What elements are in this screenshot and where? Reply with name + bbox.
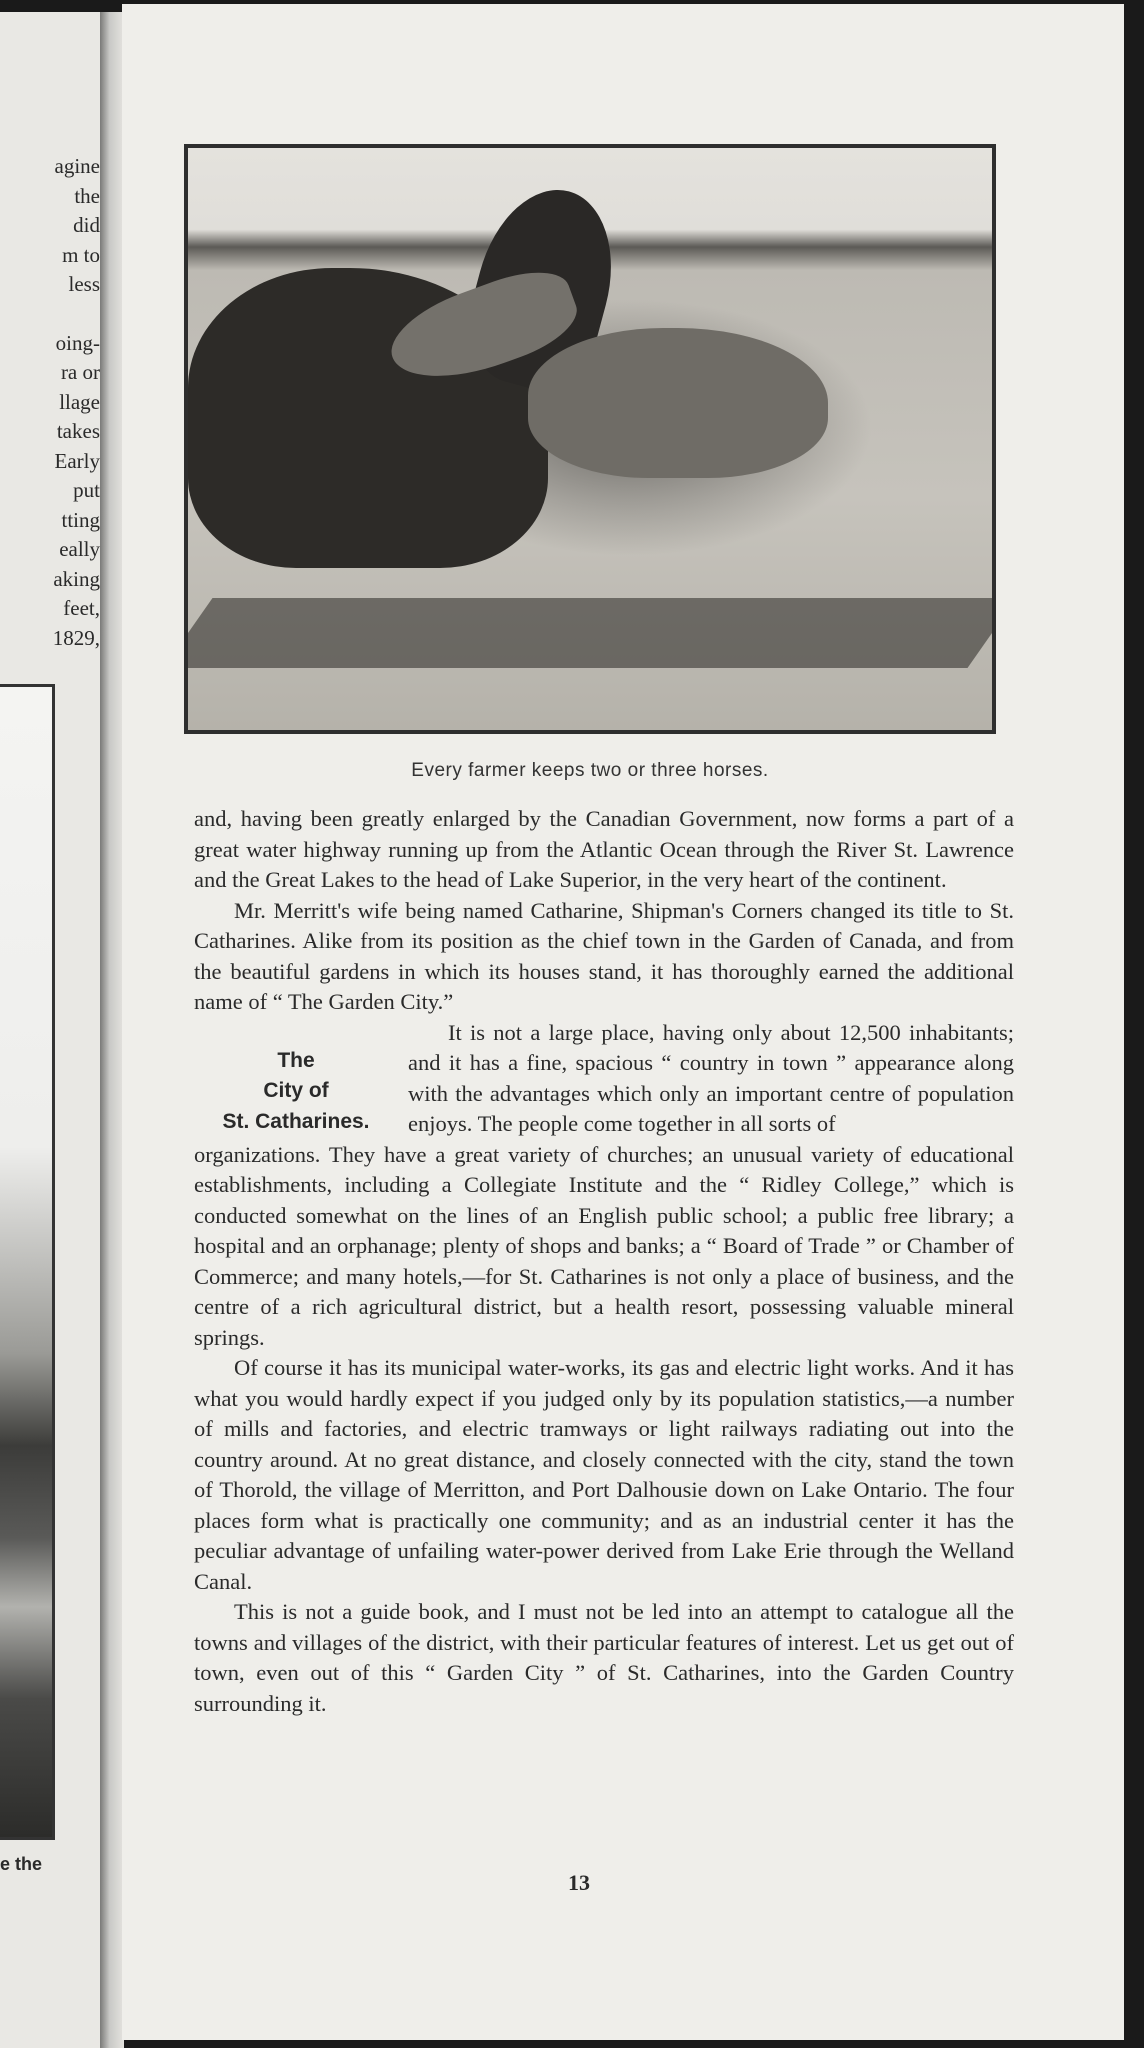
text-fragment: less — [68, 272, 100, 296]
previous-page-photo — [0, 684, 55, 1840]
figure — [184, 144, 996, 782]
paragraph: This is not a guide book, and I must not be led into an attempt to catalogue all the towns and villages of the district, with their particular features of interest. Let us get out of town, even out of this “ Garden City ” of St. Catharines, into the Garden Country surrounding it. — [194, 1599, 1014, 1716]
text-fragment: did — [73, 213, 100, 237]
paragraph: organizations. They have a great variety of churches; an unusual variety of educational establishments, including a Collegiate Institute and the “ Ridley College,” which is conducted somewhat on the lines of an English public school; a public free library; a hospital and an orphanage; plenty of shops and banks; a “ Board of Trade ” or Chamber of Commerce; and many hotels,—for St. Catharines is not only a place of business, and the centre of a rich agricultural district, but a health resort, possessing valuable mineral springs. — [194, 1141, 1014, 1350]
side-heading-block — [194, 1018, 1014, 1140]
page-number — [122, 1870, 1124, 1896]
paragraph: Of course it has its municipal water-works, its gas and electric light works. And it has what you would hardly expect if you judged only by its population statistics,—a number of mills and factories, and electric tramways or light railways radiating out into the country around. At no great distance, and closely connected with the city, stand the town of Thorold, the village of Merritton, and Port Dalhousie down on Lake Ontario. The four places form what is practically one community; and as an industrial center it has the peculiar advantage of unfailing water-power derived from Lake Erie through the Welland Canal. — [194, 1355, 1014, 1594]
book-page — [122, 4, 1124, 2040]
paragraph: It is not a large place, having only about 12,500 inhabitants; and it has a fine, spacious “ country in town ” appearance along with the advantages which only an important centre of population enjoys. The people come together in all sorts of — [408, 1019, 1014, 1136]
ground-shadow — [184, 598, 996, 668]
paragraph: and, having been greatly enlarged by the Canadian Government, now forms a part of a great water highway running up from the Atlantic Ocean through the River St. Lawrence and the Great Lakes to the head of Lake Superior, in the very heart of the continent. — [194, 806, 1014, 892]
text-fragment: eally — [59, 537, 100, 561]
paragraph: Mr. Merritt's wife being named Catharine, Shipman's Corners changed its title to St. Catharines. Alike from its position as the chief town in the Garden of Canada, and from the beautiful gardens in which its houses stand, it has thoroughly earned the additional name of “ The Garden City.” — [194, 897, 1014, 1014]
previous-page — [0, 12, 102, 2048]
figure-caption: Every farmer keeps two or three horses. — [411, 760, 769, 781]
foal-silhouette — [528, 328, 828, 478]
text-fragment: agine — [54, 154, 100, 178]
text-fragment: Early — [54, 448, 100, 473]
book-spine — [100, 12, 124, 2048]
text-fragment: m to — [62, 242, 100, 267]
previous-page-text — [0, 152, 100, 653]
horses-photo — [184, 144, 996, 734]
side-heading-line: St. Catharines. — [222, 1109, 370, 1133]
side-heading-line: The — [277, 1048, 315, 1072]
text-fragment: tting — [61, 507, 100, 532]
previous-page-caption: e the — [0, 1854, 43, 1874]
body-text — [194, 804, 1014, 1719]
text-fragment: put — [73, 478, 100, 502]
paragraph-gap — [0, 300, 100, 329]
text-fragment: aking — [53, 566, 100, 591]
text-fragment: takes — [56, 419, 100, 443]
text-fragment: 1829, — [52, 625, 100, 650]
text-fragment: llage — [59, 389, 100, 414]
text-fragment: the — [74, 183, 100, 208]
side-heading — [194, 1046, 398, 1138]
page-number-value: 13 — [568, 1870, 590, 1895]
text-fragment: feet, — [63, 596, 100, 620]
text-fragment: ra or — [60, 360, 100, 384]
text-fragment: oing- — [55, 330, 100, 355]
side-heading-line: City of — [263, 1079, 329, 1102]
